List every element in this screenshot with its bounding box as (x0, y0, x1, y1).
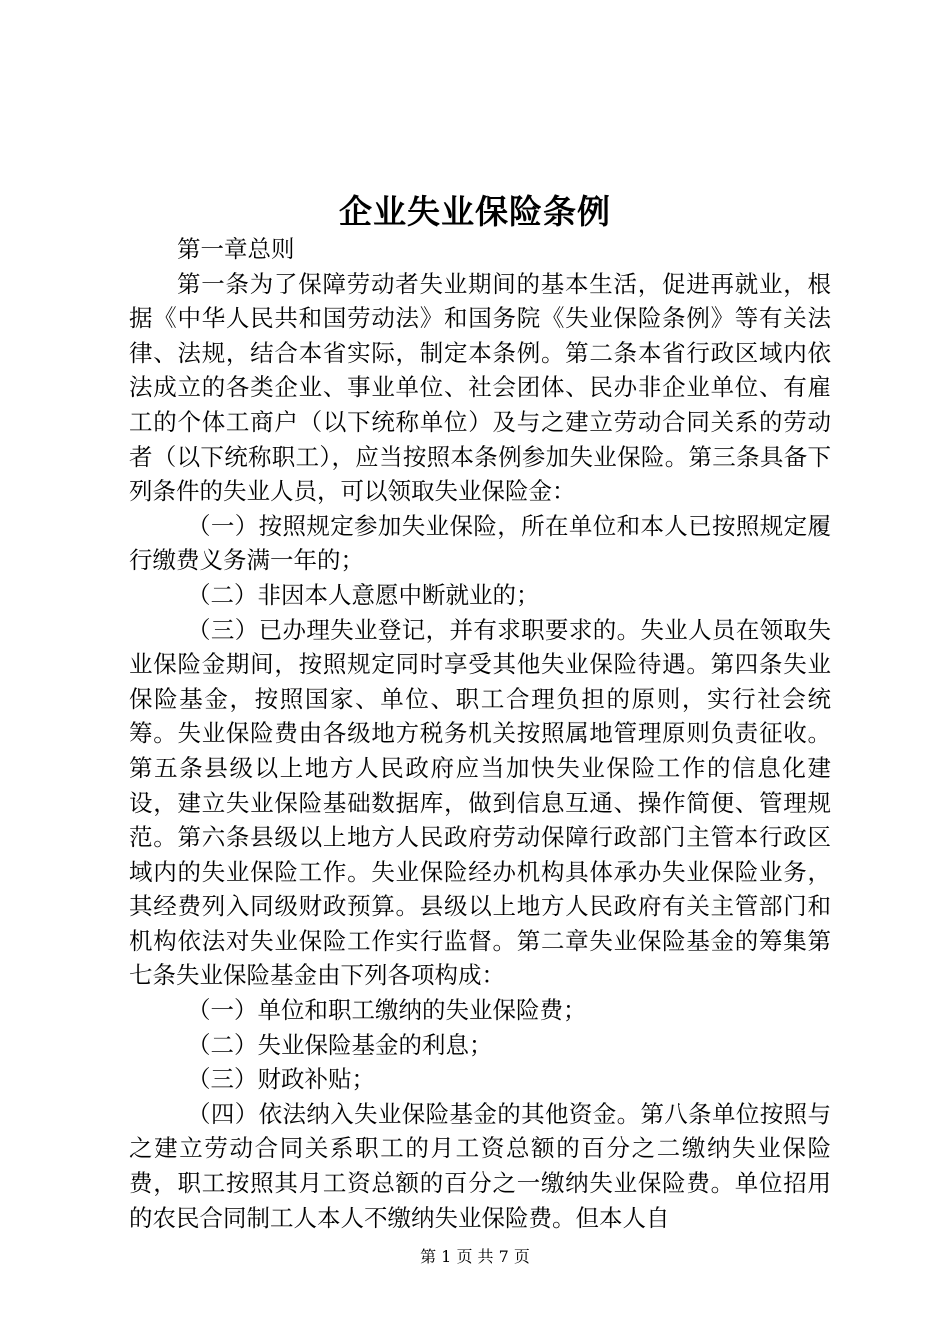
list-item: （四）依法纳入失业保险基金的其他资金。第八条单位按照与之建立劳动合同关系职工的月工资总额的百分之二缴纳失业保险费，职工按照其月工资总额的百分之一缴纳失业保险费。单位招用的农民合同制工人本人不缴纳失业保险费。但本人自 (129, 1099, 831, 1232)
document-body (129, 232, 831, 1235)
document-title: 企业失业保险条例 (339, 192, 611, 231)
list-item: （二）失业保险基金的利息； (187, 1030, 493, 1059)
list-item: （二）非因本人意愿中断就业的； (187, 580, 540, 609)
list-item: （一）单位和职工缴纳的失业保险费； (187, 996, 587, 1025)
page-number-footer: 第 1 页 共 7 页 (420, 1247, 530, 1266)
list-item: （三）已办理失业登记，并有求职要求的。失业人员在领取失业保险金期间，按照规定同时享受其他失业保险待遇。第四条失业保险基金，按照国家、单位、职工合理负担的原则，实行社会统筹。失业保险费由各级地方税务机关按照属地管理原则负责征收。第五条县级以上地方人民政府应当加快失业保险工作的信息化建设，建立失业保险基础数据库，做到信息互通、操作简便、管理规范。第六条县级以上地方人民政府劳动保障行政部门主管本行政区域内的失业保险工作。失业保险经办机构具体承办失业保险业务，其经费列入同级财政预算。县级以上地方人民政府有关主管部门和机构依法对失业保险工作实行监督。第二章失业保险基金的筹集第七条失业保险基金由下列各项构成： (129, 615, 831, 990)
paragraph-articles-1-3: 第一条为了保障劳动者失业期间的基本生活，促进再就业，根据《中华人民共和国劳动法》和国务院《失业保险条例》等有关法律、法规，结合本省实际，制定本条例。第二条本省行政区域内依法成立的各类企业、事业单位、社会团体、民办非企业单位、有雇工的个体工商户（以下统称单位）及与之建立劳动合同关系的劳动者（以下统称职工），应当按照本条例参加失业保险。第三条具备下列条件的失业人员，可以领取失业保险金： (129, 269, 831, 506)
chapter-heading: 第一章总则 (177, 235, 295, 263)
list-item: （一）按照规定参加失业保险，所在单位和本人已按照规定履行缴费义务满一年的； (129, 511, 831, 575)
list-item: （三）财政补贴； (187, 1065, 375, 1094)
